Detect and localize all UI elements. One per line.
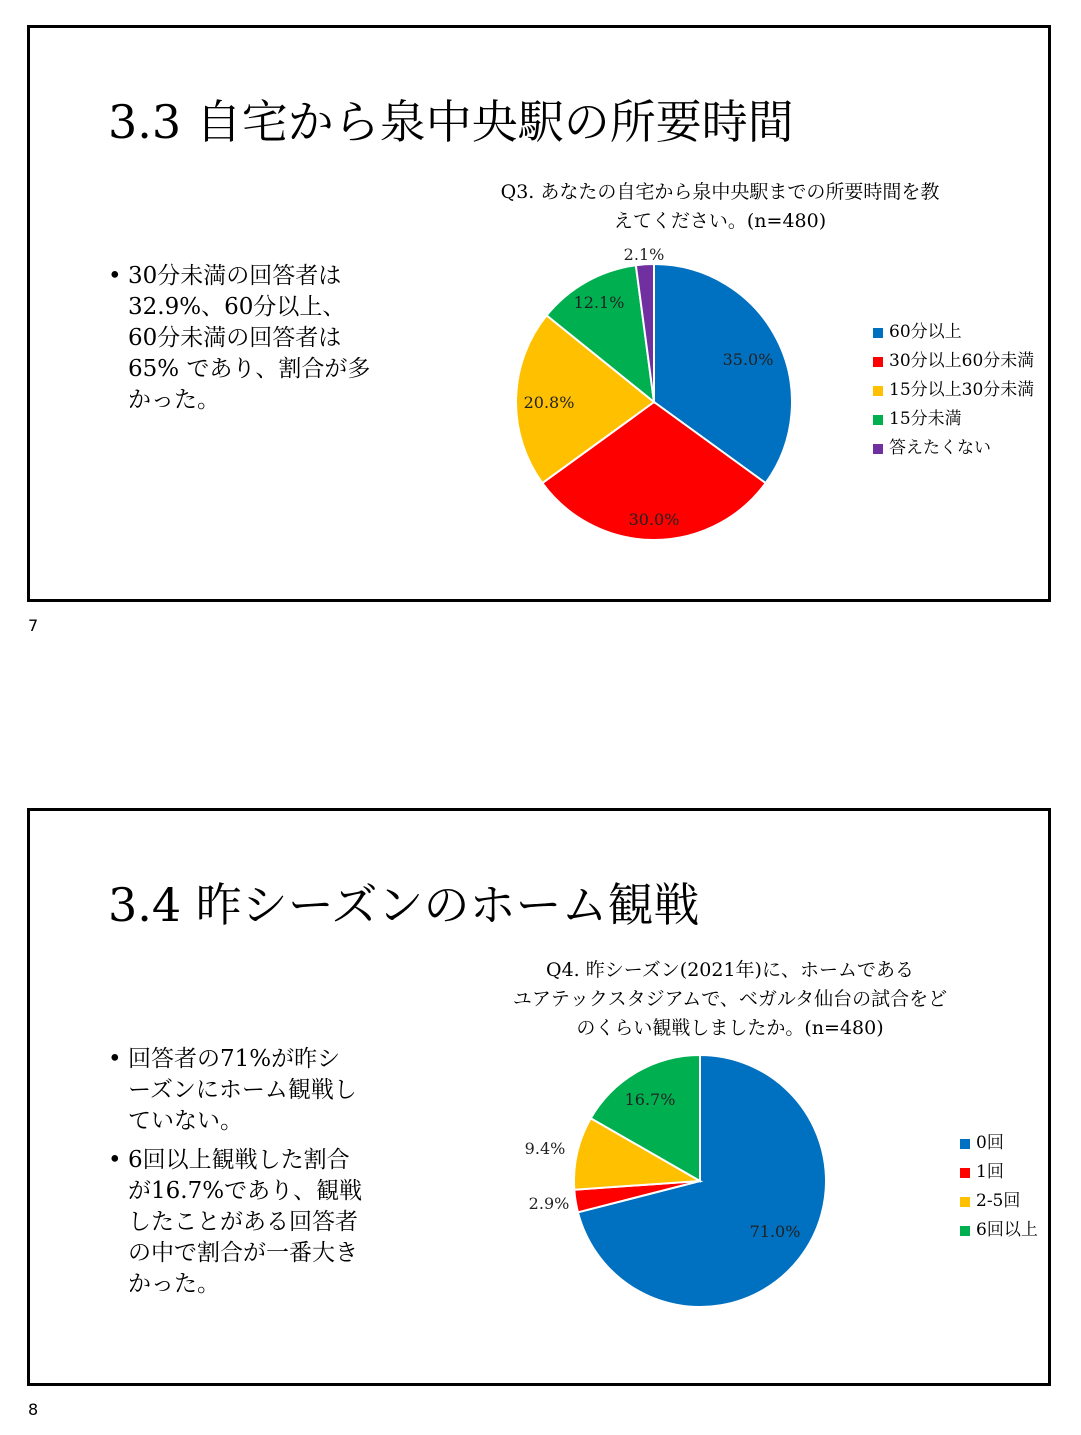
legend-label: 答えたくない [889, 438, 991, 458]
page-number: 7 [28, 616, 39, 635]
legend-swatch [960, 1226, 970, 1236]
legend-label: 15分未満 [889, 409, 962, 429]
legend-swatch [960, 1197, 970, 1207]
chart-title-line: えてください。(n=480) [613, 210, 827, 232]
legend-item [873, 318, 1034, 347]
pie-chart-travel-time [30, 28, 1048, 599]
page-number: 8 [28, 1400, 39, 1419]
legend-item [873, 347, 1034, 376]
legend-swatch [960, 1139, 970, 1149]
legend-item [960, 1216, 1038, 1245]
legend-swatch [873, 386, 883, 396]
data-label: 20.8% [523, 393, 575, 412]
data-label: 2.9% [528, 1194, 570, 1213]
data-label: 12.1% [573, 293, 625, 312]
chart-legend [960, 1129, 1038, 1245]
legend-label: 6回以上 [976, 1220, 1038, 1240]
legend-label: 0回 [976, 1133, 1004, 1153]
data-label: 35.0% [722, 350, 774, 369]
legend-item [960, 1129, 1038, 1158]
chart-title-line: Q3. あなたの自宅から泉中央駅までの所要時間を教 [500, 181, 940, 203]
chart-legend [873, 318, 1034, 463]
data-label: 71.0% [749, 1222, 801, 1241]
data-label: 2.1% [623, 245, 665, 264]
legend-swatch [873, 444, 883, 454]
chart-title-line: のくらい観戦しましたか。(n=480) [576, 1017, 884, 1039]
legend-label: 30分以上60分未満 [889, 351, 1035, 371]
data-label: 30.0% [628, 510, 680, 529]
legend-swatch [873, 357, 883, 367]
slide-7 [27, 25, 1051, 602]
pie-chart-home-games [30, 811, 1048, 1383]
data-label: 9.4% [524, 1139, 566, 1158]
legend-label: 60分以上 [889, 322, 962, 342]
chart-title-line: Q4. 昨シーズン(2021年)に、ホームである [546, 959, 914, 981]
slide-8 [27, 808, 1051, 1386]
slide-title: 3.4 昨シーズンのホーム観戦 [108, 878, 700, 932]
slide-title: 3.3 自宅から泉中央駅の所要時間 [108, 95, 794, 149]
bullet-item: • 30分未満の回答者は32.9%、60分以上、60分未満の回答者は65% であり、割合が多かった。 [108, 261, 373, 416]
chart-title-line: ユアテックスタジアムで、ベガルタ仙台の試合をど [512, 988, 948, 1010]
legend-swatch [960, 1168, 970, 1178]
legend-swatch [873, 328, 883, 338]
legend-item [960, 1158, 1038, 1187]
data-label: 16.7% [624, 1090, 676, 1109]
legend-swatch [873, 415, 883, 425]
bullet-item: • 回答者の71%が昨シーズンにホーム観戦していない。 [108, 1044, 363, 1137]
legend-label: 2-5回 [976, 1191, 1021, 1211]
legend-label: 1回 [976, 1162, 1004, 1182]
legend-item [960, 1187, 1038, 1216]
legend-item [873, 405, 1034, 434]
legend-item [873, 376, 1034, 405]
bullet-item: • 6回以上観戦した割合が16.7%であり、観戦したことがある回答者の中で割合が一番大きかった。 [108, 1145, 363, 1300]
legend-label: 15分以上30分未満 [889, 380, 1035, 400]
legend-item [873, 434, 1034, 463]
